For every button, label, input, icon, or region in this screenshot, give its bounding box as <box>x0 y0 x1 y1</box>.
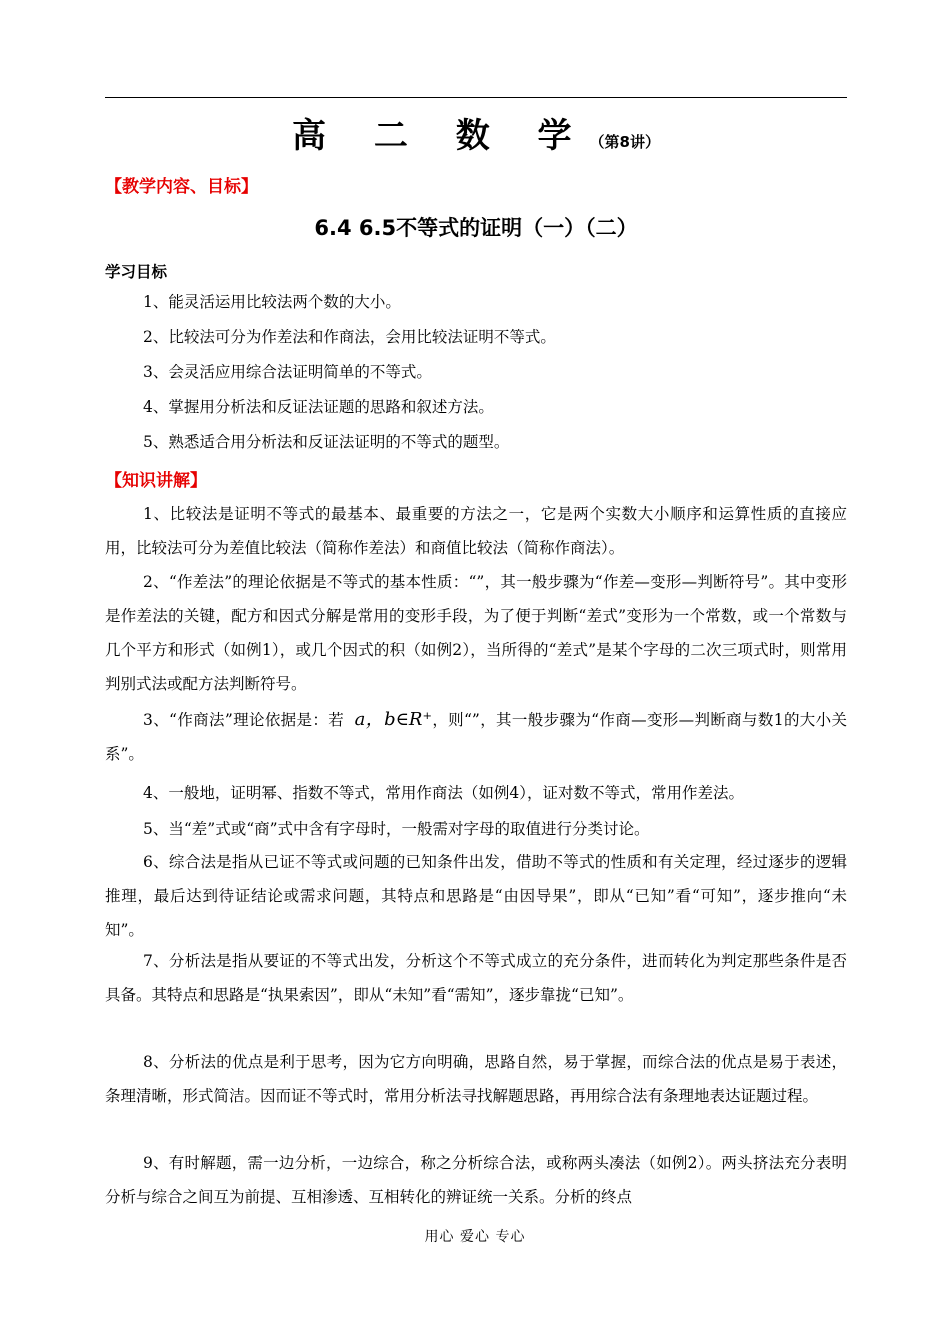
knowledge-paragraph-9: 9、有时解题，需一边分析，一边综合，称之分析综合法，或称两头凑法（如例2）。两头挤法充分表明分析与综合之间互为前提、互相渗透、互相转化的辨证统一关系。分析的终点 <box>105 1154 847 1206</box>
lecture-number: （第8讲） <box>589 133 660 151</box>
section-heading-text: 【知识讲解】 <box>105 471 207 491</box>
title-main: 高 二 数 学 <box>292 116 590 156</box>
knowledge-paragraph-1: 1、比较法是证明不等式的最基本、最重要的方法之一，它是两个实数大小顺序和运算性质的直接应用，比较法可分为差值比较法（简称作差法）和商值比较法（简称作商法）。 <box>105 505 847 557</box>
goal-item: 3、会灵活应用综合法证明简单的不等式。 <box>143 363 432 381</box>
lesson-subtitle: 6.4 6.5不等式的证明（一）（二） <box>314 216 638 240</box>
goal-item: 2、比较法可分为作差法和作商法，会用比较法证明不等式。 <box>143 328 556 346</box>
knowledge-paragraph-4: 4、一般地，证明幂、指数不等式，常用作商法（如例4），证对数不等式，常用作差法。 <box>143 784 744 802</box>
knowledge-paragraph-5: 5、当“差”式或“商”式中含有字母时，一般需对字母的取值进行分类讨论。 <box>143 820 650 838</box>
page-footer: 用心 爱心 专心 <box>424 1229 526 1245</box>
knowledge-paragraph-7: 7、分析法是指从要证的不等式出发，分析这个不等式成立的充分条件，进而转化为判定那些条件是否具备。其特点和思路是“执果索因”，即从“未知”看“需知”，逐步靠拢“已知”。 <box>105 952 847 1004</box>
header-rule <box>105 97 847 98</box>
section-heading-content <box>105 172 258 197</box>
section-heading-knowledge <box>105 466 207 491</box>
goal-item: 4、掌握用分析法和反证法证题的思路和叙述方法。 <box>143 398 494 416</box>
page-title <box>105 108 847 157</box>
knowledge-paragraph-6: 6、综合法是指从已证不等式或问题的已知条件出发，借助不等式的性质和有关定理，经过逐步的逻辑推理，最后达到待证结论或需求问题，其特点和思路是“由因导果”，即从“已知”看“可知”，逐步推向“未知”。 <box>105 853 847 939</box>
section-heading-text: 【教学内容、目标】 <box>105 177 258 197</box>
knowledge-paragraph-2: 2、“作差法”的理论依据是不等式的基本性质：“”，其一般步骤为“作差—变形—判断符号”。其中变形是作差法的关键，配方和因式分解是常用的变形手段，为了便于判断“差式”变形为一个常数，或一个常数与几个平方和形式（如例1），或几个因式的积（如例2），当所得的“差式”是某个字母的二次三项式时，则常用判别式法或配方法判断符号。 <box>105 573 847 693</box>
goal-item: 1、能灵活运用比较法两个数的大小。 <box>143 293 401 311</box>
math-expression: a，b∈R⁺ <box>354 709 432 730</box>
paragraph-3-text-a: 3、“作商法”理论依据是：若 <box>143 711 345 729</box>
paragraph-3-text-b: ，则“”，其一般步骤为“作商—变形—判断商与数1的大小关系”。 <box>105 711 847 763</box>
knowledge-paragraph-8: 8、分析法的优点是利于思考，因为它方向明确，思路自然，易于掌握，而综合法的优点是易于表述，条理清晰，形式简洁。因而证不等式时，常用分析法寻找解题思路，再用综合法有条理地表达证题过程。 <box>105 1053 847 1105</box>
goals-title: 学习目标 <box>105 263 168 281</box>
goal-item: 5、熟悉适合用分析法和反证法证明的不等式的题型。 <box>143 433 510 451</box>
knowledge-paragraph-3 <box>105 703 847 771</box>
